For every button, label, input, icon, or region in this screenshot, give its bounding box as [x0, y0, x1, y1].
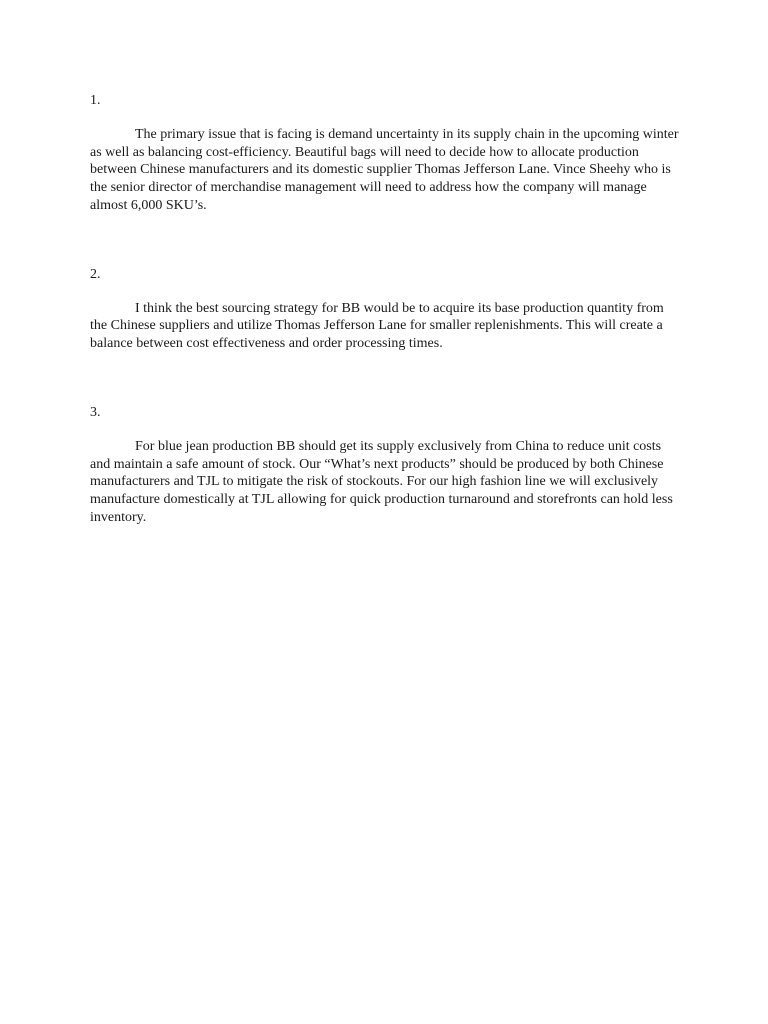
section-paragraph: I think the best sourcing strategy for BB would be to acquire its base production quantity from the Chinese suppliers and utilize Thomas Jefferson Lane for smaller replenishments. This will create a balance between cost effectiveness and order processing times. [90, 300, 664, 352]
section-paragraph: For blue jean production BB should get its supply exclusively from China to reduce unit costs and maintain a safe amount of stock. Our “What’s next products” should be produced by both Chinese manufacturers and TJL to mitigate the risk of stockouts. For our high fashion line we will exclusively manufacture domestically at TJL allowing for quick production turnaround and storefronts can hold less inventory. [90, 438, 673, 525]
section-number: 3. [90, 404, 101, 420]
answer-section-2 [90, 266, 682, 353]
answer-section-3 [90, 404, 682, 527]
section-number: 1. [90, 93, 101, 108]
section-number: 2. [90, 266, 101, 282]
document-body [90, 92, 682, 527]
section-paragraph: The primary issue that is facing is demand uncertainty in its supply chain in the upcoming winter as well as balancing cost-efficiency. Beautiful bags will need to decide how to allocate production between Chinese manufacturers and its domestic supplier Thomas Jefferson Lane. Vince Sheehy who is the senior director of merchandise management will need to address how the company will manage almost 6,000 SKU’s. [90, 126, 679, 213]
answer-section-1 [90, 92, 682, 215]
